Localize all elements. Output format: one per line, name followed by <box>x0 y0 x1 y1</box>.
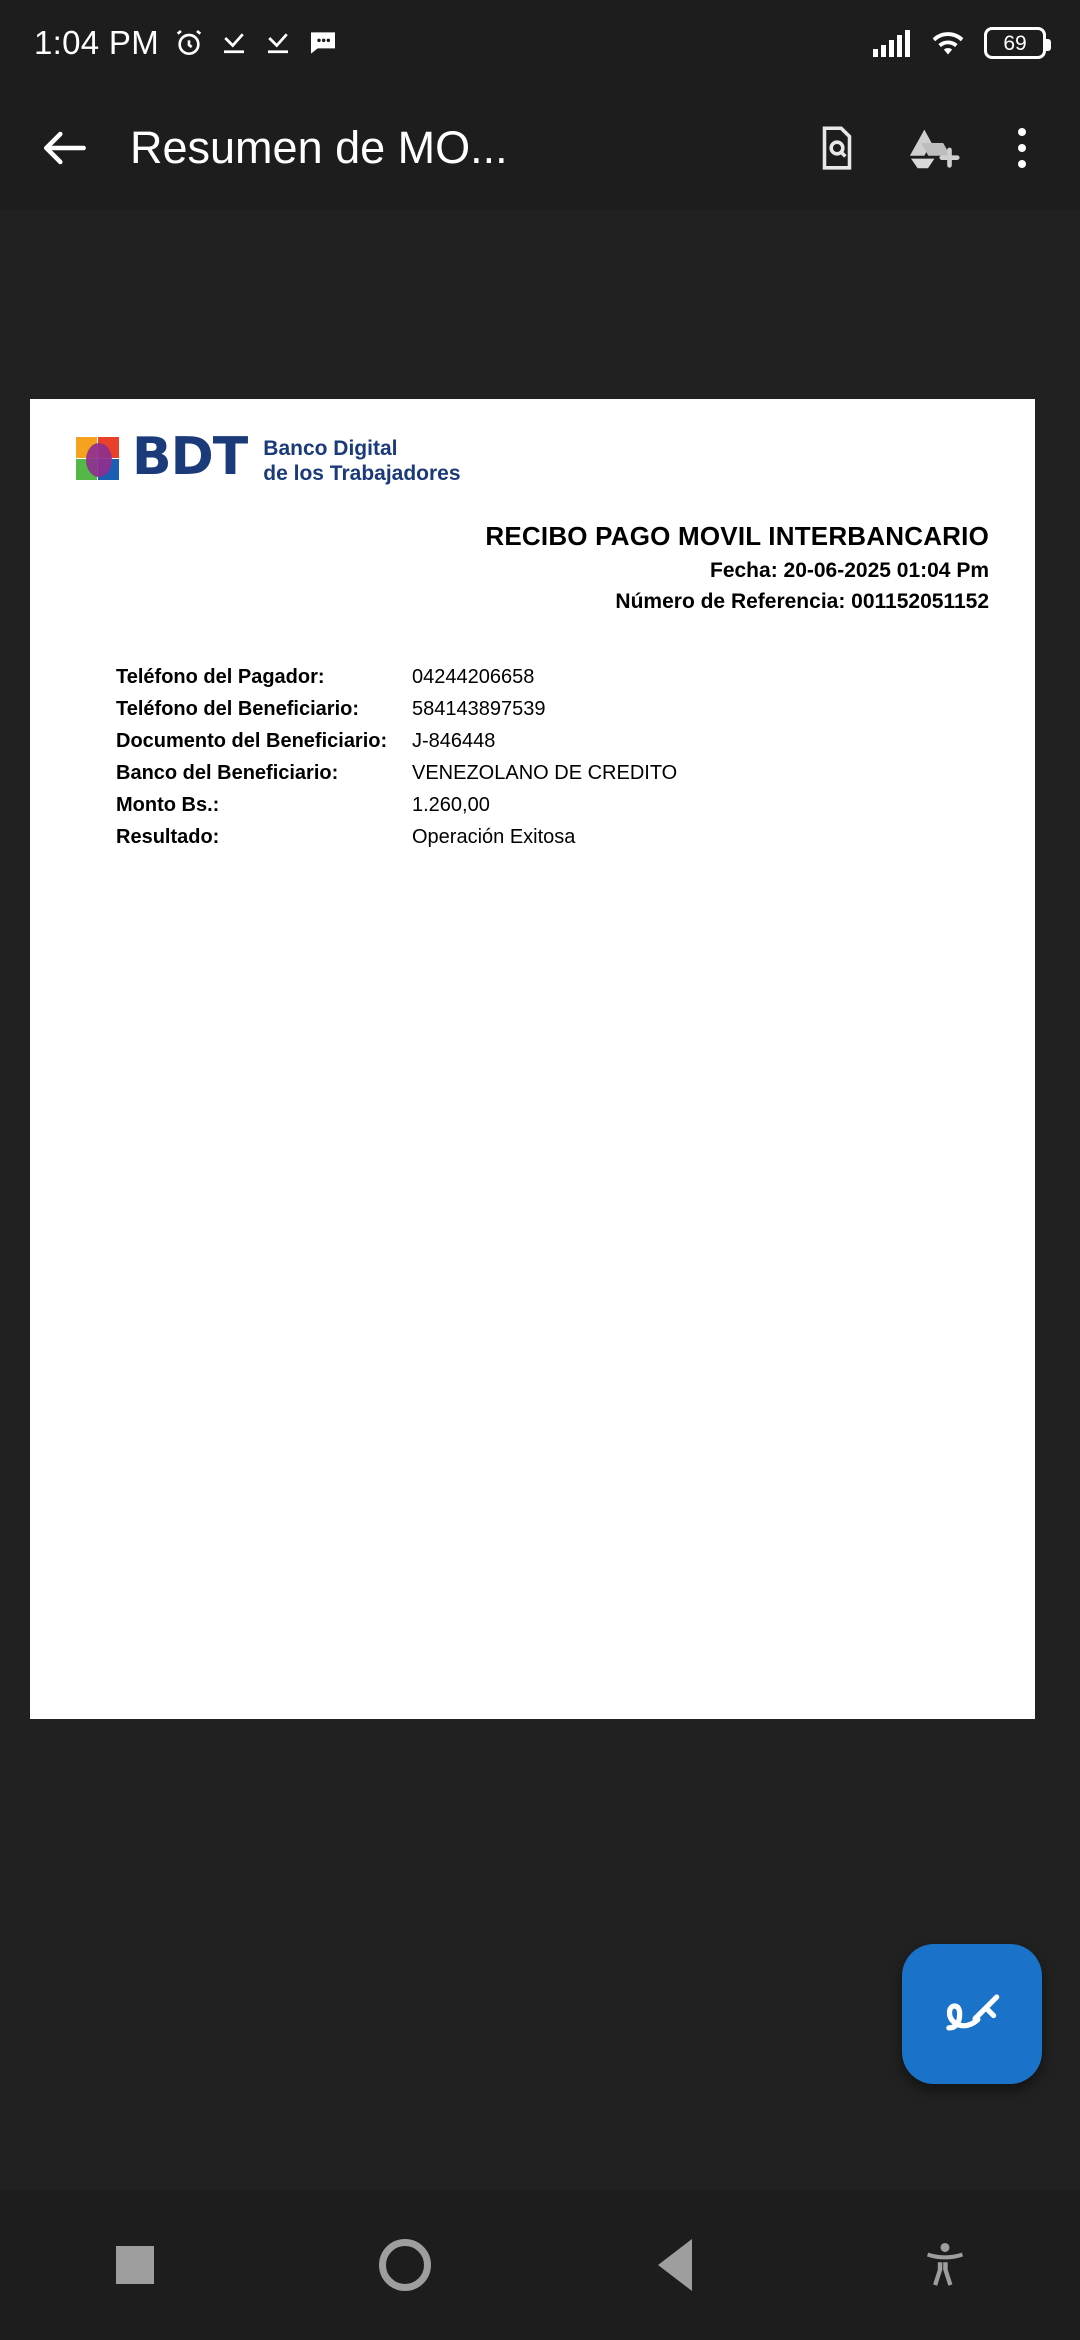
document-page <box>30 399 1035 1719</box>
logo-wordmark-line2: de los Trabajadores <box>263 461 461 485</box>
field-label: Banco del Beneficiario: <box>116 761 339 784</box>
drive-add-icon[interactable] <box>904 117 966 179</box>
document-scan-icon[interactable] <box>806 117 868 179</box>
logo-wordmark-line1: Banco Digital <box>263 437 398 460</box>
back-arrow-icon[interactable] <box>30 113 100 183</box>
cellular-signal-icon <box>872 27 912 59</box>
status-clock: 1:04 PM <box>34 24 159 61</box>
field-value: J-846448 <box>412 729 496 752</box>
wifi-icon <box>928 27 968 59</box>
download-done-icon <box>219 28 249 58</box>
field-label: Monto Bs.: <box>116 793 220 816</box>
home-icon <box>379 2239 431 2291</box>
page-title: Resumen de MO... <box>130 122 508 173</box>
home-button[interactable] <box>270 2239 540 2291</box>
more-options-icon[interactable] <box>1002 117 1042 179</box>
document-logo <box>30 399 1035 487</box>
field-value: Operación Exitosa <box>412 825 576 848</box>
accessibility-button[interactable] <box>810 2238 1080 2292</box>
bdt-logo-icon <box>76 437 122 483</box>
status-bar-left <box>34 24 339 62</box>
field-label: Teléfono del Beneficiario: <box>116 697 359 720</box>
battery-level-label: 69 <box>1003 31 1027 55</box>
field-row <box>116 794 989 817</box>
receipt-fields <box>30 666 1035 849</box>
field-value: VENEZOLANO DE CREDITO <box>412 761 678 784</box>
document-viewer[interactable] <box>0 210 1080 2190</box>
alarm-icon <box>173 27 205 59</box>
kebab-dot <box>1018 160 1026 168</box>
back-button[interactable] <box>540 2239 810 2291</box>
field-label: Resultado: <box>116 825 220 848</box>
app-bar-actions <box>806 117 1050 179</box>
logo-circle <box>86 443 112 477</box>
field-value: 1.260,00 <box>412 793 490 816</box>
system-navigation-bar <box>0 2190 1080 2340</box>
battery-indicator <box>984 27 1046 59</box>
field-value: 584143897539 <box>412 697 546 720</box>
receipt-reference: Número de Referencia: 001152051152 <box>615 589 989 613</box>
recents-button[interactable] <box>0 2246 270 2284</box>
field-row <box>116 826 989 849</box>
field-row <box>116 698 989 721</box>
chat-icon <box>307 27 339 59</box>
status-bar <box>0 0 1080 86</box>
recents-icon <box>116 2246 154 2284</box>
field-row <box>116 666 989 689</box>
receipt-title: RECIBO PAGO MOVIL INTERBANCARIO <box>485 520 989 551</box>
receipt-title-block <box>30 521 1035 614</box>
field-label: Documento del Beneficiario: <box>116 729 388 752</box>
logo-wordmark <box>263 437 460 487</box>
receipt-date: Fecha: 20-06-2025 01:04 Pm <box>710 558 989 582</box>
kebab-dot <box>1018 144 1026 152</box>
field-label: Teléfono del Pagador: <box>116 665 325 688</box>
edit-signature-fab[interactable] <box>902 1944 1042 2084</box>
field-row <box>116 762 989 785</box>
field-row <box>116 730 989 753</box>
download-done-icon <box>263 28 293 58</box>
status-bar-right <box>872 27 1046 59</box>
app-bar <box>0 86 1080 210</box>
accessibility-icon <box>918 2238 972 2292</box>
back-triangle-icon <box>658 2239 692 2291</box>
kebab-dot <box>1018 128 1026 136</box>
field-value: 04244206658 <box>412 665 535 688</box>
logo-acronym: BDT <box>132 427 248 487</box>
